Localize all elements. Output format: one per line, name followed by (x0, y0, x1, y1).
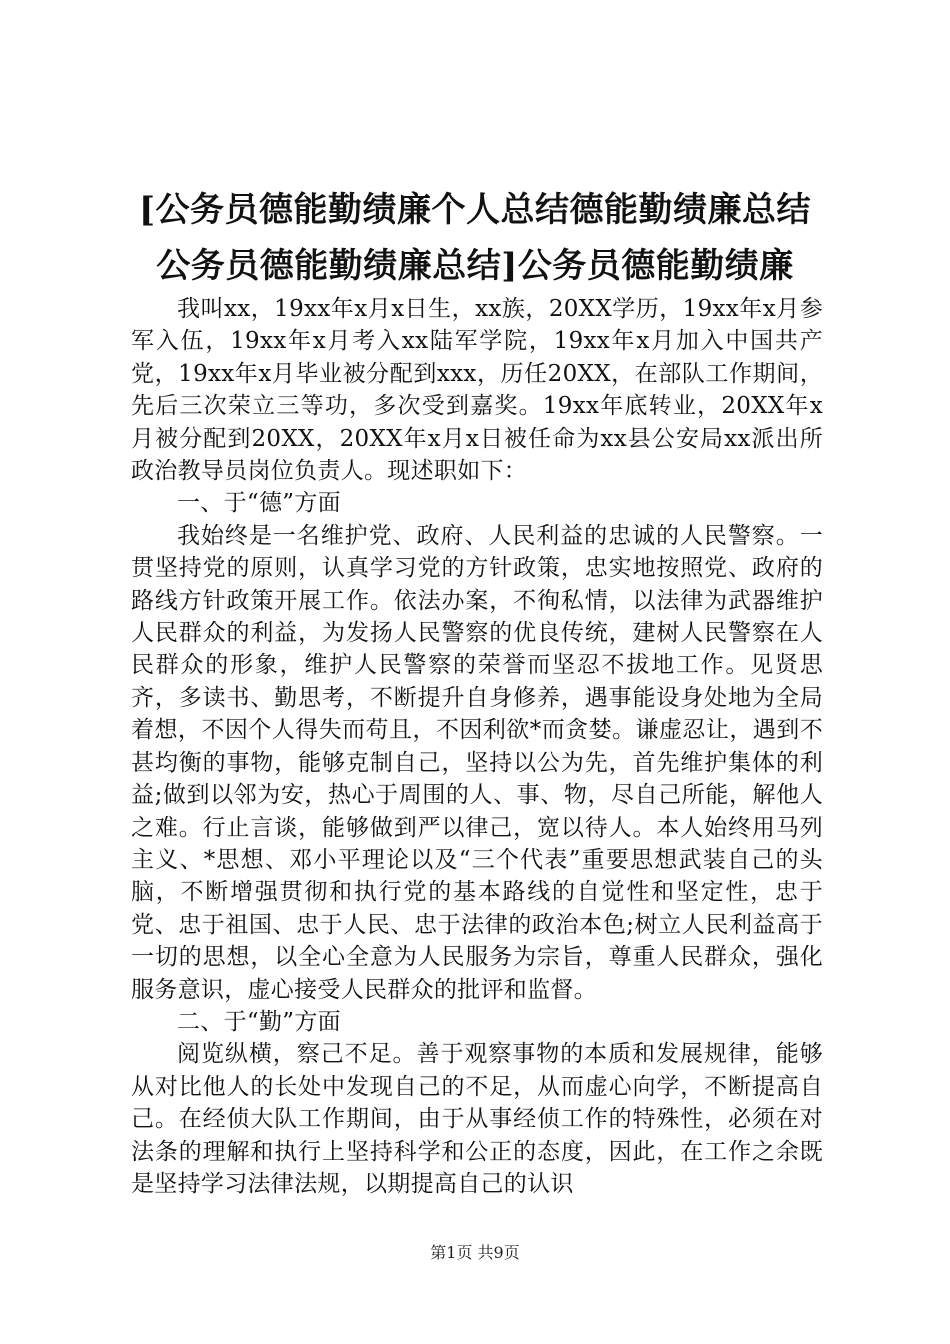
document-title-line-1: [公务员德能勤绩廉个人总结德能勤绩廉总结 (138, 190, 812, 230)
paragraph-de: 我始终是一名维护党、政府、人民利益的忠诚的人民警察。一贯坚持党的原则，认真学习党的方针政策，忠实地按照党、政府的路线方针政策开展工作。依法办案，不徇私情，以法律为武器维护人民群众的利益，为发扬人民警察的优良传统，建树人民警察在人民群众的形象，维护人民警察的荣誉而坚忍不拔地工作。见贤思齐，多读书、勤思考，不断提升自身修养，遇事能设身处地为全局着想，不因个人得失而苟且，不因利欲*而贪婪。谦虚忍让，遇到不甚均衡的事物，能够克制自己，坚持以公为先，首先维护集体的利益;做到以邻为安，热心于周围的人、事、物，尽自己所能，解他人之难。行止言谈，能够做到严以律己，宽以待人。本人始终用马列主义、*思想、邓小平理论以及“三个代表”重要思想武装自己的头脑，不断增强贯彻和执行党的基本路线的自觉性和坚定性，忠于党、忠于祖国、忠于人民、忠于法律的政治本色;树立人民利益高于一切的思想，以全心全意为人民服务为宗旨，尊重人民群众，强化服务意识，虚心接受人民群众的批评和监督。 (131, 522, 823, 1003)
section-heading-qin: 二、于“勤”方面 (177, 1008, 341, 1035)
section-heading-de: 一、于“德”方面 (177, 490, 341, 517)
document-title-line-2: 公务员德能勤绩廉总结]公务员德能勤绩廉 (156, 246, 794, 286)
document-body (131, 293, 823, 1200)
paragraph-qin: 阅览纵横，察己不足。善于观察事物的本质和发展规律，能够从对比他人的长处中发现自己的不足，从而虚心向学，不断提高自己。在经侦大队工作期间，由于从事经侦工作的特殊性，必须在对法条的理解和执行上坚持科学和公正的态度，因此，在工作之余既是坚持学习法律法规，以期提高自己的认识 (131, 1041, 823, 1197)
paragraph-intro: 我叫xx，19xx年x月x日生，xx族，20XX学历，19xx年x月参军入伍，19xx年x月考入xx陆军学院，19xx年x月加入中国共产党，19xx年x月毕业被分配到xxx，历任20XX，在部队工作期间，先后三次荣立三等功，多次受到嘉奖。19xx年底转业，20XX年x月被分配到20XX，20XX年x月x日被任命为xx县公安局xx派出所政治教导员岗位负责人。现述职如下： (131, 296, 823, 485)
page-number-footer: 第1页 共9页 (430, 1243, 520, 1262)
